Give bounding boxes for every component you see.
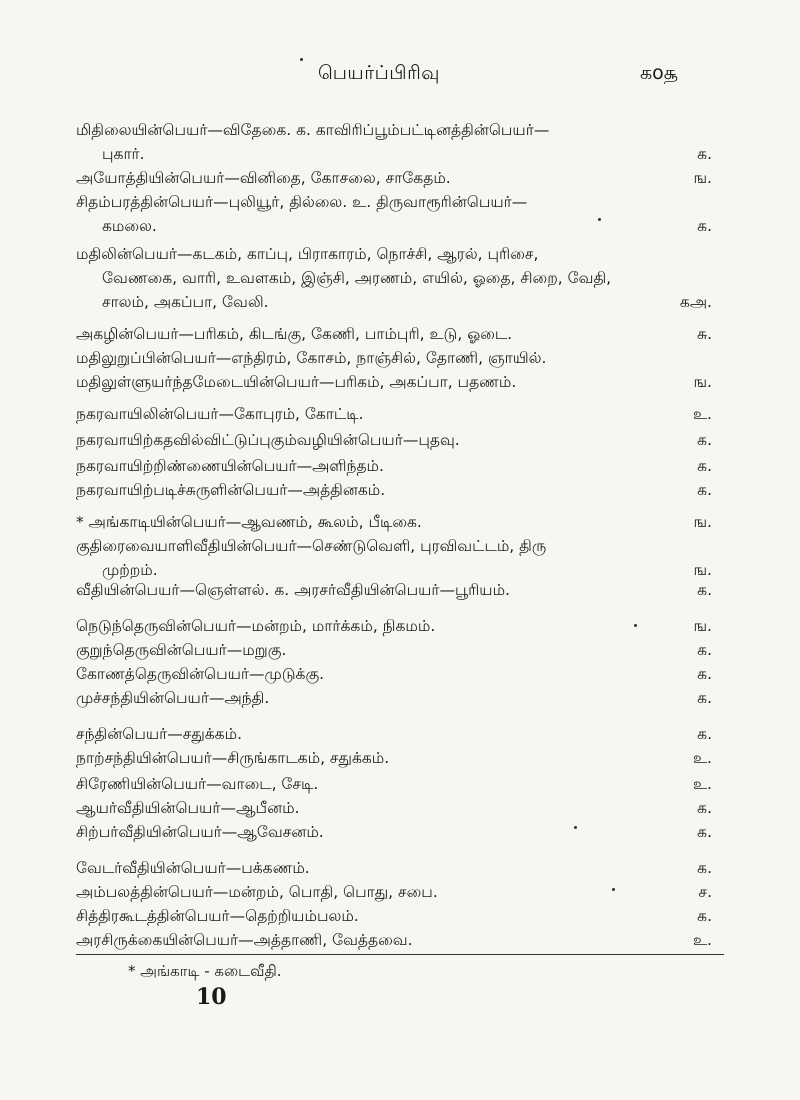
entry-veethi [76,578,712,602]
entry-text: நகரவாயிற்றிண்ணையின்பெயர்—அளிந்தம். [76,457,384,475]
entry-mathil [76,242,712,314]
entry-text: நாற்சந்தியின்பெயர்—சிருங்காடகம், சதுக்கம். [76,749,390,767]
entry-kurunthteru [76,638,712,662]
ink-speck [634,624,637,627]
entry-narchanthi [76,746,712,770]
entry-count: ங. [693,617,712,635]
tamil-page-number: கo௲ [640,62,678,84]
entry-nagaravayil [76,402,712,426]
entry-continuation: கமலை. [102,217,157,235]
entry-count: ங. [693,373,712,391]
entry-angadi [76,510,712,534]
entry-text: நகரவாயிற்கதவில்விட்டுப்புகும்வழியின்பெயர்—புதவு. [76,431,460,449]
entry-muchanthi [76,686,712,710]
entry-text: அம்பலத்தின்பெயர்—மன்றம், பொதி, பொது, சபை. [76,883,438,901]
entry-mathil-uruppu [76,346,712,370]
entry-count: க. [697,689,712,707]
entry-count: க. [697,145,712,163]
entry-text: வேடர்வீதியின்பெயர்—பக்கணம். [76,859,310,877]
entry-continuation: முற்றம். [102,561,158,579]
entry-text: மதிலுறுப்பின்பெயர்—எந்திரம், கோசம், நாஞ்சில், தோணி, ஞாயில். [76,349,547,367]
entry-count: க. [697,665,712,683]
entry-count: க. [697,581,712,599]
entry-medai [76,370,712,394]
entry-text: * அங்காடியின்பெயர்—ஆவணம், கூலம், பீடிகை. [76,513,422,531]
entry-chithirakoodam [76,904,712,928]
entry-santhu [76,722,712,746]
entry-text: அயோத்தியின்பெயர்—வினிதை, கோசலை, சாகேதம். [76,169,451,187]
entry-text: முச்சந்தியின்பெயர்—அந்தி. [76,689,270,707]
entry-text: சிற்பர்வீதியின்பெயர்—ஆவேசனம். [76,823,324,841]
ink-speck [598,218,601,221]
entry-kuthirai [76,534,712,582]
entry-count: க. [697,725,712,743]
entry-text: சித்திரகூடத்தின்பெயர்—தெற்றியம்பலம். [76,907,359,925]
entry-padi [76,478,712,502]
entry-count: ங. [693,561,712,579]
entry-text: நகரவாயிலின்பெயர்—கோபுரம், கோட்டி. [76,405,364,423]
entry-count: ங. [693,513,712,531]
entry-count: க. [697,481,712,499]
entry-count: கஅ. [679,293,712,311]
folio-number: 10 [196,984,227,1010]
entry-mithilai [76,118,712,166]
entry-count: க. [697,907,712,925]
running-head: பெயர்ப்பிரிவு [318,62,440,84]
entry-text: சந்தின்பெயர்—சதுக்கம். [76,725,242,743]
entry-count: உ. [693,405,712,423]
entry-text: மிதிலையின்பெயர்—விதேகை. க. காவிரிப்பூம்பட்டினத்தின்பெயர்— [76,121,550,139]
entry-konatheru [76,662,712,686]
entry-ayodhya [76,166,712,190]
entry-text: சிரேணியின்பெயர்—வாடை, சேடி. [76,775,319,793]
ink-speck [300,58,303,61]
entry-kathavu [76,428,712,452]
entry-text: குறுந்தெருவின்பெயர்—மறுகு. [76,641,287,659]
entry-vedar [76,856,712,880]
entry-text: நெடுந்தெருவின்பெயர்—மன்றம், மார்க்கம், நிகமம். [76,617,436,635]
entry-count: க. [697,799,712,817]
entry-text: ஆயர்வீதியின்பெயர்—ஆபீனம். [76,799,300,817]
entry-neduntheru [76,614,712,638]
entry-text: குதிரைவையாளிவீதியின்பெயர்—செண்டுவெளி, புரவிவட்டம், திரு [76,537,547,555]
entry-text: கோணத்தெருவின்பெயர்—முடுக்கு. [76,665,325,683]
entry-continuation: புகார். [102,145,145,163]
entry-count: ச. [698,883,712,901]
entry-count: க. [697,859,712,877]
entry-text: அரசிருக்கையின்பெயர்—அத்தாணி, வேத்தவை. [76,931,413,949]
entry-ayar [76,796,712,820]
entry-count: க. [697,457,712,475]
entry-count: க. [697,217,712,235]
entry-arasirukkai [76,928,712,952]
entry-text: மதிலின்பெயர்—கடகம், காப்பு, பிராகாரம், நொச்சி, ஆரல், புரிசை, [76,245,539,263]
page-header [0,62,800,92]
entry-text: சிதம்பரத்தின்பெயர்—புலியூர், தில்லை. உ. திருவாரூரின்பெயர்— [76,193,528,211]
entry-count: உ. [693,749,712,767]
footnote: * அங்காடி - கடைவீதி. [128,962,282,980]
entry-count: க. [697,823,712,841]
ink-speck [612,888,615,891]
entry-thinnai [76,454,712,478]
entry-chidambaram [76,190,712,238]
entry-text: நகரவாயிற்படிச்சுருளின்பெயர்—அத்தினகம். [76,481,386,499]
entry-count: ங. [693,169,712,187]
entry-count: க. [697,431,712,449]
footnote-rule [76,954,724,955]
entry-text: மதிலுள்ளுயர்ந்தமேடையின்பெயர்—பரிகம், அகப்பா, பதணம். [76,373,517,391]
entry-ambalam [76,880,712,904]
entry-count: சு. [696,325,712,343]
entry-sirpar [76,820,712,844]
ink-speck [574,826,577,829]
entry-text: வீதியின்பெயர்—ஞெள்ளல். க. அரசர்வீதியின்பெயர்—பூரியம். [76,581,510,599]
entry-count: உ. [693,775,712,793]
entry-count: க. [697,641,712,659]
entry-continuation: வேணகை, வாரி, உவளகம், இஞ்சி, அரணம், எயில், ஓதை, சிறை, வேதி, சாலம், அகப்பா, வேலி. [102,269,612,311]
entry-agazh [76,322,712,346]
entry-sireni [76,772,712,796]
entry-text: அகழின்பெயர்—பரிகம், கிடங்கு, கேணி, பாம்புரி, உடு, ஓடை. [76,325,513,343]
entry-count: உ. [693,931,712,949]
